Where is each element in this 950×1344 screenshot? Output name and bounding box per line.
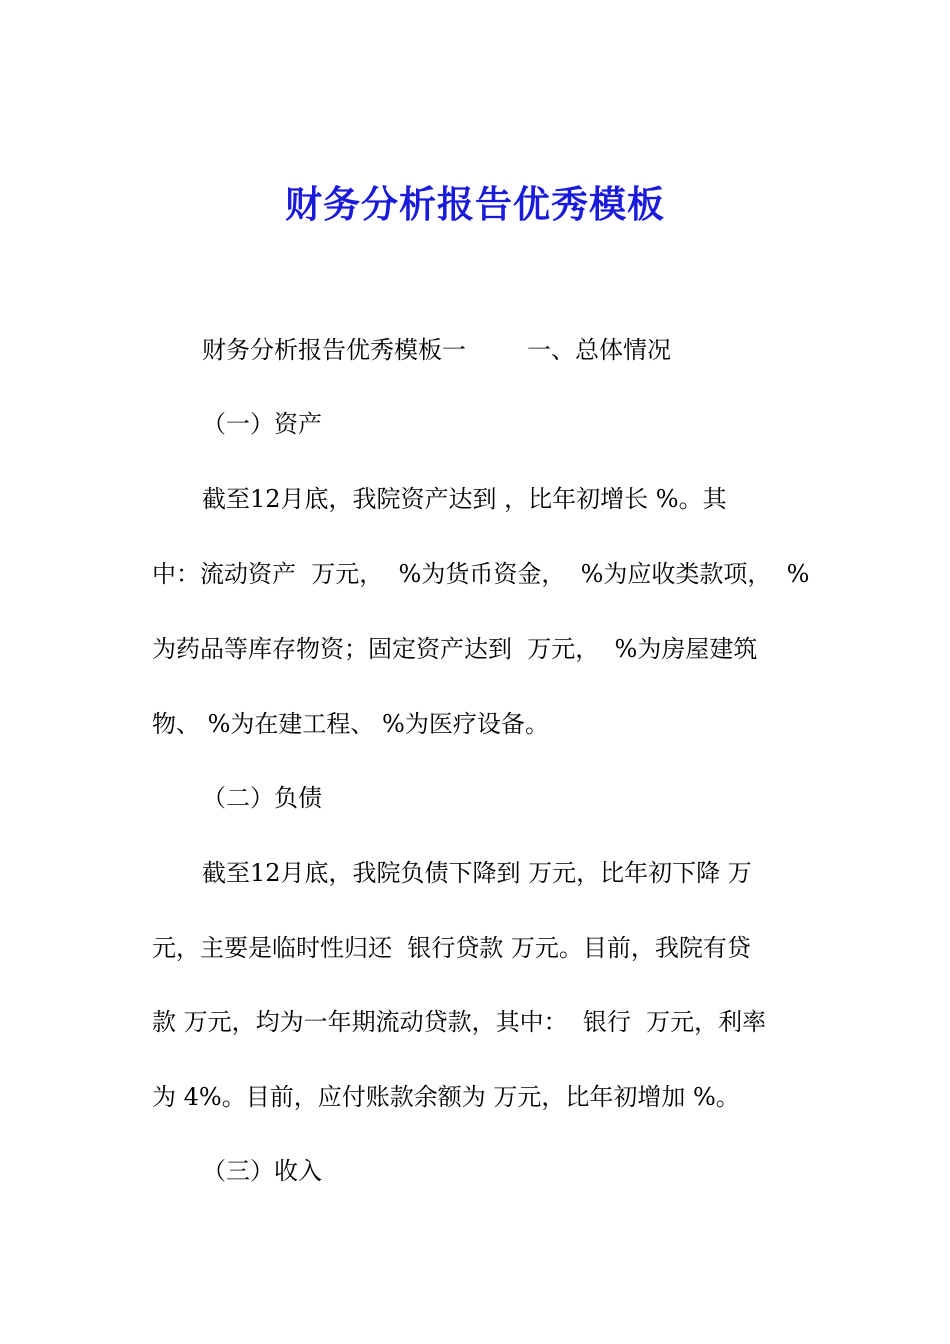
intro-right: 一、总体情况: [527, 336, 672, 364]
assets-paragraph-line: 中：流动资产 万元， %为货币资金， %为应收类款项， %: [152, 560, 810, 588]
liabilities-paragraph-line: 款 万元，均为一年期流动贷款，其中： 银行 万元，利率: [152, 1008, 767, 1036]
assets-heading: （一）资产: [202, 410, 322, 438]
assets-paragraph-line: 截至12月底，我院资产达到 ，比年初增长 %。其: [202, 485, 727, 513]
liabilities-heading: （二）负债: [202, 784, 322, 812]
assets-paragraph-line: 物、 %为在建工程、 %为医疗设备。: [152, 710, 549, 738]
intro-line: [0, 334, 950, 366]
document-title: 财务分析报告优秀模板: [285, 182, 665, 226]
intro-left: 财务分析报告优秀模板一: [202, 336, 466, 364]
liabilities-paragraph-line: 元，主要是临时性归还 银行贷款 万元。目前，我院有贷: [152, 934, 751, 962]
income-heading: （三）收入: [202, 1157, 322, 1185]
liabilities-paragraph-line: 截至12月底，我院负债下降到 万元，比年初下降 万: [202, 859, 752, 887]
liabilities-paragraph-line: 为 4%。目前，应付账款余额为 万元，比年初增加 %。: [152, 1083, 740, 1111]
assets-paragraph-line: 为药品等库存物资；固定资产达到 万元， %为房屋建筑: [152, 635, 758, 663]
